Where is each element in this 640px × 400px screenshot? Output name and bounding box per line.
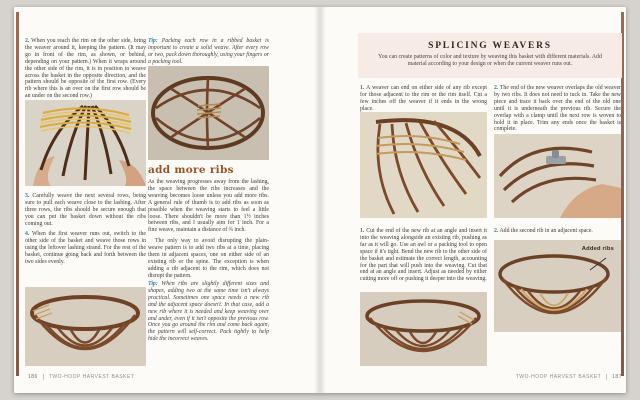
hoop-frame-lashing-photo [148, 66, 269, 160]
step-number: 2. [494, 228, 499, 234]
left-page-number: 186 [28, 374, 38, 380]
step-2-paragraph [25, 38, 146, 100]
step-text: Cut the end of the new rib at an angle and insert it into the weaving alongside an existing rib, pushing as far as it will go. Use an awl or a packing tool to open space if it's tight. Bend the new rib to the other side of the basket and estimate the correct length, accounting for the part that will push into the weaving. Cut that end at an angle and insert. Adjust as needed by either cutting more off or pushing it deeper into the weaving. [360, 228, 487, 283]
step-text: The end of the new weaver overlaps the old weaver by two ribs. It does not need to tuck in. Take the new piece and trace it back over the end of the old one until it is underneath the previous rib. Secure the overlap with a clamp until the next row is woven to hold it in place. Trim any ends once the basket is complete. [494, 85, 621, 133]
ribbed-frame-photo [25, 287, 146, 366]
right-page-footer [516, 374, 622, 380]
left-footer-chapter: TWO-HOOP HARVEST BASKET [48, 374, 135, 380]
new-rib-insert-photo [360, 292, 487, 366]
added-ribs-caption: Added ribs [581, 246, 614, 252]
weaver-end-photo [360, 112, 487, 218]
step-text: Add the second rib in an adjacent space. [499, 228, 593, 234]
step-3-paragraph [25, 193, 146, 228]
splice-step-1-paragraph [360, 85, 487, 113]
splicing-weavers-subtitle: You can create patterns of color and texture by weaving this basket with different materials. Add material according to your design or when the current weaver runs out. [378, 54, 602, 68]
rib-step-1-paragraph [360, 228, 487, 283]
tip-text: When ribs are slightly different sizes and shapes, adding two at the same time isn't always practical. Sometimes one space needs a new rib and the adjacent space doesn't. In that case, add a new rib where it is needed and keep weaving over and under, even if it isn't opposite the previous row. Once you go around the rim and come back again, the pattern will self-correct. Pack tightly to help hide the incorrect weaves. [148, 281, 269, 343]
step-text: A weaver can end on either side of any rib except for those adjacent to the rim or the rim itself. Cut a few inches off the weaver if it ends in the wrong place. [360, 85, 487, 112]
tip-label: Tip: [148, 38, 158, 44]
page-gutter [314, 7, 326, 393]
step-4-paragraph [25, 231, 146, 266]
right-page-number: 187 [612, 374, 622, 380]
tip-uneven-ribs-paragraph [148, 281, 269, 343]
footer-divider [43, 374, 44, 380]
splicing-weavers-box [358, 33, 622, 78]
tip-text: Packing each row in a ribbed basket is important to create a solid weave. After every row or two, pack down thoroughly, using your fingers or a packing tool. [148, 38, 270, 65]
footer-divider [606, 374, 607, 380]
rim-weaving-photo [25, 100, 146, 186]
step-number: 2. [494, 85, 499, 91]
step-number: 2. [25, 38, 30, 44]
add-more-ribs-paragraph-1: As the weaving progresses away from the lashing, the space between the ribs increases and the weaving becomes loose unless you add more ribs. A general rule of thumb is to add ribs as soon as possible when the weaving starts to feel a little loose. There shouldn't be more than 1½ inches between ribs, and I usually aim for 1 inch. For a fine weave, maintain a distance of ¾ inch. [148, 179, 269, 234]
left-page-footer [28, 374, 134, 380]
step-number: 1. [360, 85, 365, 91]
splice-step-2-paragraph [494, 85, 621, 133]
rib-step-2-paragraph [494, 228, 621, 235]
step-number: 3. [25, 193, 30, 199]
step-number: 1. [360, 228, 365, 234]
step-text: When you reach the rim on the other side, bring the weaver around it, keeping the pattern. (It may go in front of the rim, as shown, or behind, depending on your pattern.) When it wraps around the other side of the rim, it is in position to weave across the basket in the opposite direction, and the pattern should be opposite of the first row. (Every rib where this is an over on the first row should be an under on the second row.) [25, 38, 146, 100]
add-more-ribs-heading: add more ribs [148, 164, 234, 176]
step-text: When the first weaver runs out, switch to the other side of the basket and weave those rows in using the leftover lashing strand. For the rest of the basket, continue going back and forth between the two sides evenly. [25, 231, 146, 265]
right-footer-chapter: TWO-HOOP HARVEST BASKET [515, 374, 602, 380]
added-ribs-photo [494, 240, 621, 332]
tip-packing-paragraph [148, 38, 269, 66]
tip-label: Tip: [148, 281, 158, 287]
left-page-edge [16, 12, 19, 376]
step-text: Carefully weave the next several rows, being sure to pull each weave close to the lashing. After three rows, the ribs should be secure enough that you can put the basket down without the ribs coming out. [25, 193, 146, 227]
add-more-ribs-paragraph-2: The only way to avoid disrupting the plain-weave pattern is to add two ribs at a time, placing them in adjacent spaces, one on either side of an existing rib or the spine. The exception is when adding a rib adjacent to the rim, which does not disrupt the pattern. [148, 238, 269, 279]
step-number: 4. [25, 231, 30, 237]
overlap-clamp-photo [494, 134, 621, 218]
splicing-weavers-title: SPLICING WEAVERS [428, 41, 552, 51]
